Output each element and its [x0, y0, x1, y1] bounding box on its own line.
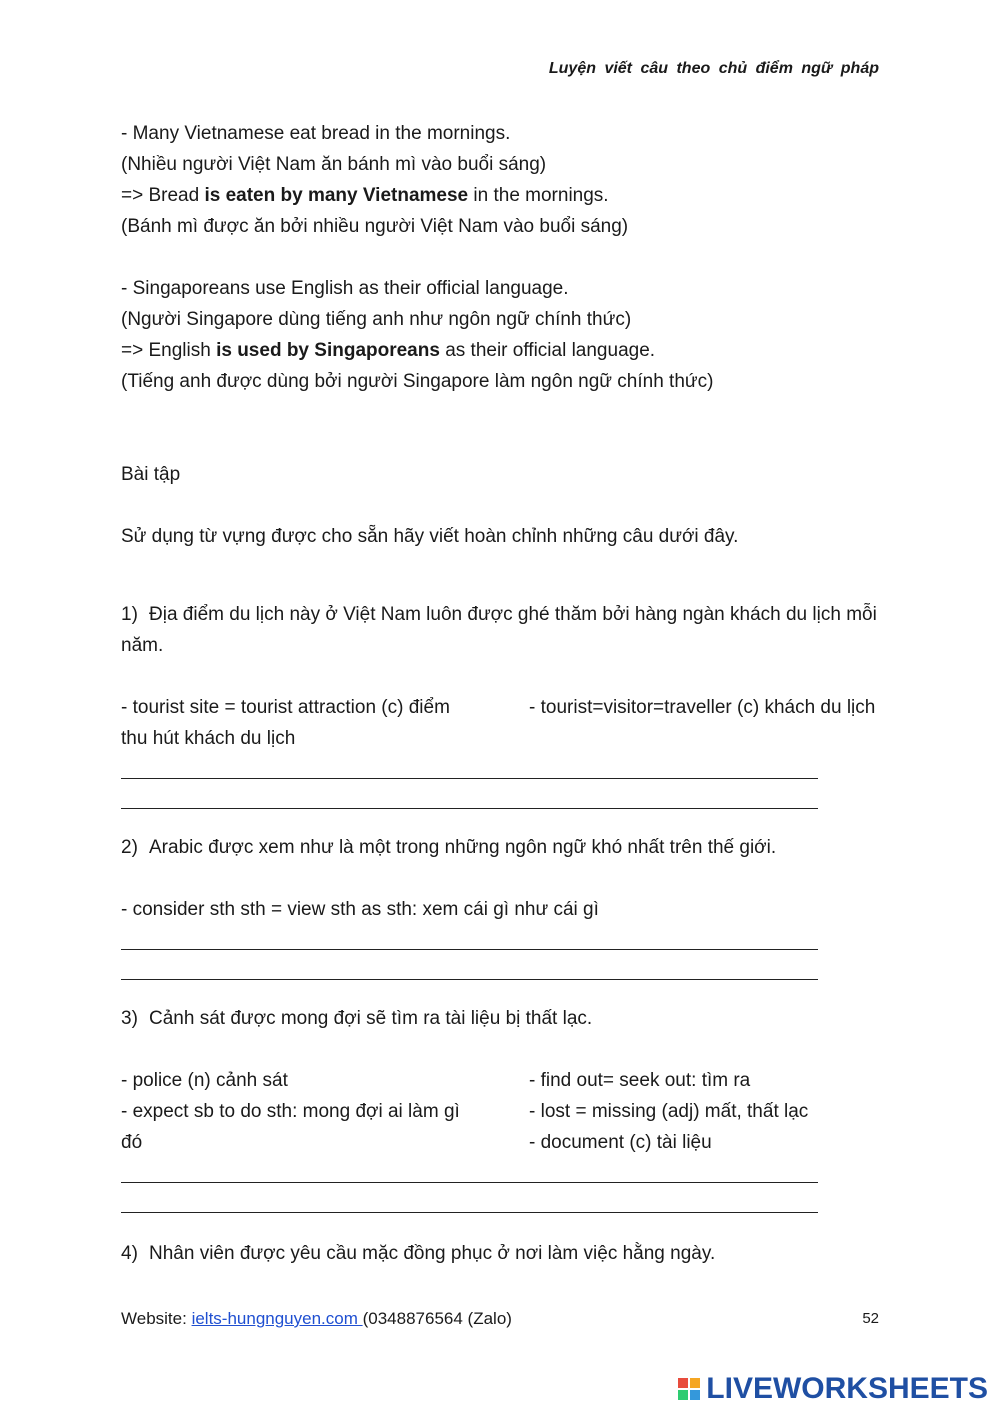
liveworksheets-logo[interactable]: [678, 1372, 988, 1406]
answer-line[interactable]: [121, 925, 818, 950]
vocab-item: - lost = missing (adj) mất, thất lạc: [529, 1101, 809, 1122]
page-header-title: Luyện viết câu theo chủ điểm ngữ pháp: [548, 60, 879, 77]
example-passive-translation: (Tiếng anh được dùng bởi người Singapore làm ngôn ngữ chính thức): [121, 371, 714, 392]
vocab-item: - find out= seek out: tìm ra: [529, 1070, 751, 1091]
question-1: [121, 599, 881, 661]
passive-post: in the mornings.: [468, 185, 609, 206]
footer-label: Website:: [121, 1309, 192, 1328]
passive-bold: is eaten by many Vietnamese: [204, 185, 469, 206]
example-passive-translation: (Bánh mì được ăn bởi nhiều người Việt Nam vào buổi sáng): [121, 216, 629, 237]
question-text: Cảnh sát được mong đợi sẽ tìm ra tài liệu bị thất lạc.: [149, 1008, 593, 1029]
question-number: 3): [121, 1008, 138, 1029]
answer-line[interactable]: [121, 1183, 818, 1213]
question-4: [121, 1238, 881, 1269]
example-translation: (Nhiều người Việt Nam ăn bánh mì vào buổi sáng): [121, 154, 547, 175]
question-text: Arabic được xem như là một trong những ngôn ngữ khó nhất trên thế giới.: [149, 837, 777, 858]
question-text: Địa điểm du lịch này ở Việt Nam luôn được ghé thăm bởi hàng ngàn khách du lịch mỗi năm.: [121, 604, 877, 656]
passive-pre: => English: [121, 340, 217, 361]
answer-line[interactable]: [121, 1158, 818, 1183]
example-passive: [121, 180, 881, 211]
vocab-item: - document (c) tài liệu: [529, 1132, 712, 1153]
liveworksheets-icon: [678, 1378, 700, 1400]
answer-line[interactable]: [121, 779, 818, 809]
page-content: [121, 118, 881, 1269]
example-sentence: - Singaporeans use English as their official language.: [121, 278, 569, 299]
vocab-item: - police (n) cảnh sát: [121, 1070, 288, 1091]
vocab-single: - consider sth sth = view sth as sth: xem cái gì như cái gì: [121, 899, 599, 920]
question-text: Nhân viên được yêu cầu mặc đồng phục ở nơi làm việc hằng ngày.: [149, 1243, 716, 1264]
question-number: 4): [121, 1243, 138, 1264]
page-footer: [121, 1309, 512, 1329]
vocab-left: - tourist site = tourist attraction (c) điểm thu hút khách du lịch: [121, 697, 450, 749]
example-translation: (Người Singapore dùng tiếng anh như ngôn ngữ chính thức): [121, 309, 632, 330]
passive-bold: is used by Singaporeans: [216, 340, 440, 361]
website-link[interactable]: ielts-hungnguyen.com: [191, 1309, 363, 1328]
exercise-instruction: Sử dụng từ vựng được cho sẵn hãy viết hoàn chỉnh những câu dưới đây.: [121, 526, 739, 547]
footer-contact: (0348876564 (Zalo): [362, 1309, 512, 1328]
example-sentence: - Many Vietnamese eat bread in the mornings.: [121, 123, 511, 144]
vocab-right: - tourist=visitor=traveller (c) khách du lịch: [529, 697, 876, 718]
vocab-right: [529, 1065, 881, 1158]
example-passive: [121, 335, 881, 366]
passive-pre: => Bread: [121, 185, 205, 206]
brand-name: LIVEWORKSHEETS: [706, 1372, 988, 1405]
answer-line[interactable]: [121, 754, 818, 779]
vocab-item: - expect sb to do sth: mong đợi ai làm gì đó: [121, 1101, 460, 1153]
question-3: [121, 1003, 881, 1034]
vocab-box: [121, 1065, 881, 1158]
passive-post: as their official language.: [439, 340, 656, 361]
answer-line[interactable]: [121, 950, 818, 980]
exercise-heading: Bài tập: [121, 464, 181, 485]
question-number: 2): [121, 837, 138, 858]
page-number: 52: [862, 1310, 879, 1327]
question-2: [121, 832, 881, 863]
vocab-left: [121, 1065, 481, 1158]
question-number: 1): [121, 604, 138, 625]
vocab-box: [121, 692, 881, 754]
